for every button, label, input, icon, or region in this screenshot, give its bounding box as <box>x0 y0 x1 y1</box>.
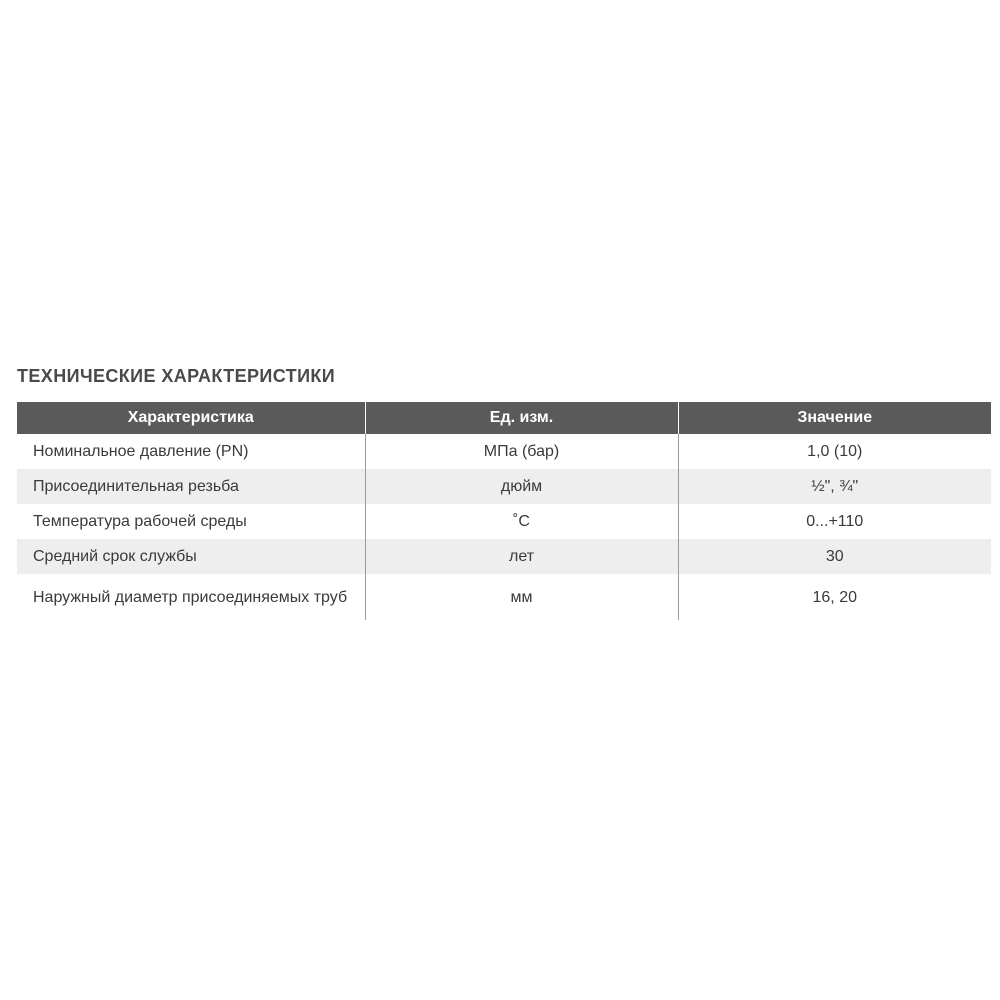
cell-unit: МПа (бар) <box>365 434 678 469</box>
cell-value: 0...+110 <box>678 504 991 539</box>
cell-unit: ˚С <box>365 504 678 539</box>
table-row <box>17 539 991 574</box>
cell-unit: дюйм <box>365 469 678 504</box>
cell-unit: лет <box>365 539 678 574</box>
section-title: ТЕХНИЧЕСКИЕ ХАРАКТЕРИСТИКИ <box>17 366 336 386</box>
table-row <box>17 504 991 539</box>
cell-characteristic: Номинальное давление (PN) <box>33 443 249 460</box>
column-header-value: Значение <box>678 402 991 434</box>
cell-value: ½", ¾" <box>678 469 991 504</box>
cell-unit: мм <box>365 574 678 620</box>
column-header-characteristic: Характеристика <box>17 402 365 434</box>
cell-characteristic: Присоединительная резьба <box>17 469 365 504</box>
cell-value: 30 <box>678 539 991 574</box>
column-header-unit: Ед. изм. <box>365 402 678 434</box>
table-row <box>17 469 991 504</box>
specifications-table <box>17 402 991 620</box>
cell-value: 1,0 (10) <box>678 434 991 469</box>
table-header-row <box>17 402 991 434</box>
cell-characteristic: Температура рабочей среды <box>33 513 247 530</box>
cell-value: 16, 20 <box>678 574 991 620</box>
cell-characteristic: Средний срок службы <box>17 539 365 574</box>
cell-characteristic: Наружный диаметр присоединяемых труб <box>33 588 348 606</box>
table-row <box>17 574 991 620</box>
table-row <box>17 434 991 469</box>
